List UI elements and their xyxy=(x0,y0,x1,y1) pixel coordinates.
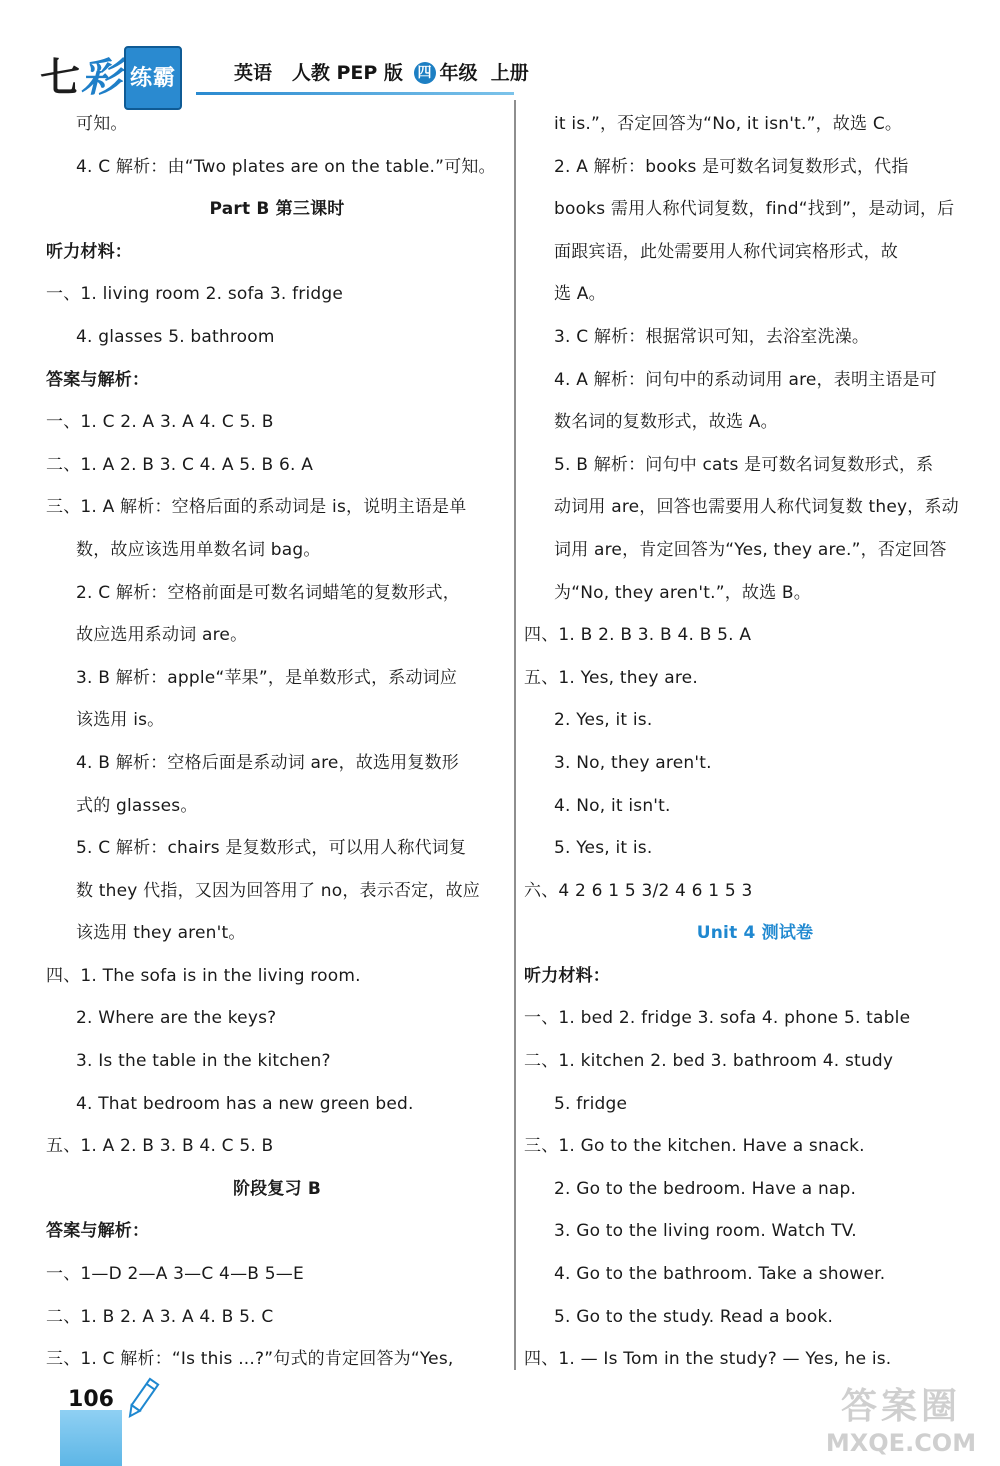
text-line: 5. fridge xyxy=(554,1093,628,1114)
text-line: 数 they 代指，又因为回答用了 no，表示否定，故应 xyxy=(76,880,480,901)
right-column xyxy=(524,103,986,1381)
text-line: 四、1. — Is Tom in the study? — Yes, he is. xyxy=(524,1349,892,1370)
text-line: 六、4 2 6 1 5 3/2 4 6 1 5 3 xyxy=(524,880,753,901)
text-line: 该选用 is。 xyxy=(76,710,165,731)
text-line: 词用 are，肯定回答为“Yes, they are.”，否定回答 xyxy=(554,539,947,560)
text-line: 一、1. bed 2. fridge 3. sofa 4. phone 5. table xyxy=(524,1008,911,1029)
text-line: 三、1. C 解析：“Is this ...?”句式的肯定回答为“Yes, xyxy=(46,1349,454,1370)
text-line: Part B 第三课时 xyxy=(209,199,345,220)
page-number: 106 xyxy=(68,1387,114,1412)
text-line: 四、1. B 2. B 3. B 4. B 5. A xyxy=(524,625,752,646)
text-line: 动词用 are，回答也需要用人称代词复数 they，系动 xyxy=(554,497,959,518)
text-line: 五、1. A 2. B 3. B 4. C 5. B xyxy=(46,1136,274,1157)
text-line: 答案与解析： xyxy=(46,369,150,390)
text-line: 4. glasses 5. bathroom xyxy=(76,326,275,347)
column-divider xyxy=(514,100,516,1370)
text-line: 5. Go to the study. Read a book. xyxy=(554,1306,834,1327)
text-line: 4. B 解析：空格后面是系动词 are，故选用复数形 xyxy=(76,752,459,773)
text-line: 3. C 解析：根据常识可知，去浴室洗澡。 xyxy=(554,326,870,347)
text-line: 一、1. living room 2. sofa 3. fridge xyxy=(46,284,344,305)
text-line: 五、1. Yes, they are. xyxy=(524,667,698,688)
text-line: 5. C 解析：chairs 是复数形式，可以用人称代词复 xyxy=(76,838,467,859)
text-line: 3. No, they aren't. xyxy=(554,752,712,773)
brand-box-lianba: 练霸 xyxy=(124,46,182,110)
text-line: 2. A 解析：books 是可数名词复数形式，代指 xyxy=(554,156,909,177)
text-line: 面跟宾语，此处需要用人称代词宾格形式，故 xyxy=(554,241,898,262)
text-line: 选 A。 xyxy=(554,284,606,305)
text-line: 2. Where are the keys? xyxy=(76,1008,277,1029)
header-rule xyxy=(196,92,514,95)
pencil-icon xyxy=(122,1376,162,1422)
text-line: 4. A 解析：问句中的系动词用 are，表明主语是可 xyxy=(554,369,937,390)
text-line: 式的 glasses。 xyxy=(76,795,198,816)
text-line: 二、1. A 2. B 3. C 4. A 5. B 6. A xyxy=(46,454,314,475)
text-line: 三、1. Go to the kitchen. Have a snack. xyxy=(524,1136,865,1157)
watermark xyxy=(808,1386,994,1460)
text-line: 可知。 xyxy=(76,114,128,134)
page-header xyxy=(0,0,1000,104)
text-line: 4. C 解析：由“Two plates are on the table.”可知。 xyxy=(76,156,496,177)
text-line: 二、1. B 2. A 3. A 4. B 5. C xyxy=(46,1306,274,1327)
text-line: 2. C 解析：空格前面是可数名词蜡笔的复数形式， xyxy=(76,582,460,603)
brand-char-qi: 七 xyxy=(40,54,81,101)
left-column xyxy=(46,103,508,1381)
subtitle-subject: 英语 人教 PEP 版 xyxy=(234,62,403,84)
text-line: 4. That bedroom has a new green bed. xyxy=(76,1093,414,1114)
text-line: 听力材料： xyxy=(46,241,132,262)
text-line: books 需用人称代词复数，find“找到”，是动词，后 xyxy=(554,199,955,220)
text-line: 一、1. C 2. A 3. A 4. C 5. B xyxy=(46,412,274,433)
text-line: 数，故应该选用单数名词 bag。 xyxy=(76,539,321,560)
text-line: 答案与解析： xyxy=(46,1221,150,1242)
text-line: 该选用 they aren't。 xyxy=(76,923,246,944)
text-line: 4. No, it isn't. xyxy=(554,795,671,816)
brand-char-cai: 彩 xyxy=(81,54,122,101)
text-line: it is.”，否定回答为“No, it isn't.”，故选 C。 xyxy=(554,114,903,134)
text-line: 4. Go to the bathroom. Take a shower. xyxy=(554,1264,886,1285)
text-line: 2. Yes, it is. xyxy=(554,710,653,731)
text-line: 3. B 解析：apple“苹果”，是单数形式，系动词应 xyxy=(76,667,458,688)
text-line: 一、1—D 2—A 3—C 4—B 5—E xyxy=(46,1264,304,1285)
text-line: 为“No, they aren't.”，故选 B。 xyxy=(554,582,811,603)
watermark-url: MXQE.COM xyxy=(825,1429,977,1457)
text-line: Unit 4 测试卷 xyxy=(696,923,814,944)
text-line: 阶段复习 B xyxy=(232,1178,322,1199)
text-line: 三、1. A 解析：空格后面的系动词是 is，说明主语是单 xyxy=(46,497,467,518)
text-line: 二、1. kitchen 2. bed 3. bathroom 4. study xyxy=(524,1051,894,1072)
text-line: 四、1. The sofa is in the living room. xyxy=(46,965,361,986)
text-line: 听力材料： xyxy=(524,965,610,986)
brand-logo xyxy=(40,46,182,102)
book-subtitle xyxy=(234,58,529,88)
grade-badge: 四 xyxy=(414,62,436,84)
text-line: 2. Go to the bedroom. Have a nap. xyxy=(554,1178,857,1199)
text-line: 5. B 解析：问句中 cats 是可数名词复数形式，系 xyxy=(554,454,934,475)
watermark-logo: 答案圈 xyxy=(840,1386,961,1427)
text-line: 3. Go to the living room. Watch TV. xyxy=(554,1221,857,1242)
text-line: 5. Yes, it is. xyxy=(554,838,653,859)
subtitle-grade: 年级 上册 xyxy=(439,62,529,84)
text-line: 3. Is the table in the kitchen? xyxy=(76,1051,331,1072)
text-line: 数名词的复数形式，故选 A。 xyxy=(554,412,778,433)
text-line: 故应选用系动词 are。 xyxy=(76,625,248,646)
